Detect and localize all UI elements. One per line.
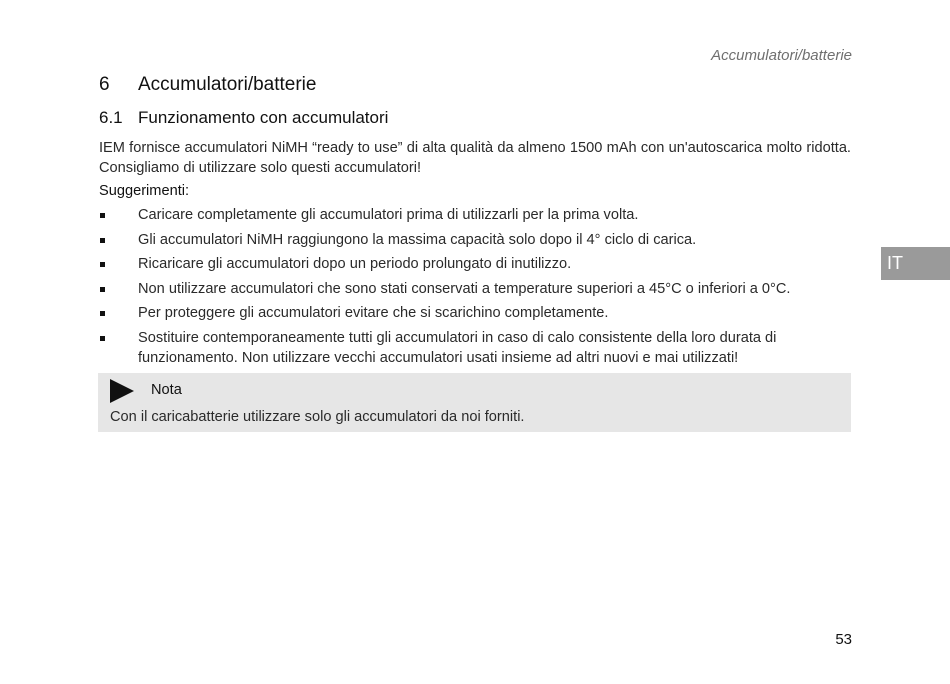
- note-title: Nota: [151, 382, 182, 398]
- list-item: [99, 254, 851, 274]
- intro-paragraph: IEM fornisce accumulatori NiMH “ready to use” di alta qualità da almeno 1500 mAh con un'autoscarica molto ridotta. Consigliamo di utilizzare solo questi accumulatori!: [99, 140, 851, 176]
- bullet-icon: [100, 262, 105, 267]
- list-item: [99, 279, 851, 299]
- list-item-text: Non utilizzare accumulatori che sono stati conservati a temperature superiori a 45°C o inferiori a 0°C.: [138, 280, 791, 297]
- list-item: [99, 205, 851, 225]
- subsection-number: 6.1: [99, 108, 123, 127]
- play-arrow-icon: [110, 379, 134, 403]
- note-text: Con il caricabatterie utilizzare solo gli accumulatori da noi forniti.: [110, 409, 525, 425]
- tips-title: Suggerimenti:: [99, 183, 190, 199]
- list-item-text: Gli accumulatori NiMH raggiungono la massima capacità solo dopo il 4° ciclo di carica.: [138, 231, 697, 248]
- section-heading: [99, 74, 316, 96]
- list-item-text: Per proteggere gli accumulatori evitare che si scarichino completamente.: [138, 305, 609, 321]
- page-number: 53: [835, 631, 852, 648]
- language-tab: IT: [881, 247, 950, 280]
- list-item-text: Sostituire contemporaneamente tutti gli accumulatori in caso di calo consistente della loro durata di funzionamento. Non utilizzare vecchi accumulatori usati insieme ad altri nuovi e mai utilizzati!: [138, 329, 777, 366]
- list-item: [99, 303, 851, 323]
- bullet-icon: [100, 213, 105, 218]
- section-number: 6: [99, 74, 110, 95]
- running-header: Accumulatori/batterie: [711, 47, 852, 64]
- note-box: [98, 373, 851, 432]
- subsection-heading: [99, 108, 388, 128]
- list-item: [99, 328, 851, 368]
- bullet-icon: [100, 238, 105, 243]
- subsection-title: Funzionamento con accumulatori: [138, 108, 389, 127]
- section-title: Accumulatori/batterie: [138, 74, 317, 95]
- bullet-icon: [100, 336, 105, 341]
- list-item-text: Ricaricare gli accumulatori dopo un periodo prolungato di inutilizzo.: [138, 256, 572, 272]
- list-item: [99, 230, 851, 250]
- list-item-text: Caricare completamente gli accumulatori prima di utilizzarli per la prima volta.: [138, 207, 639, 223]
- bullet-icon: [100, 311, 105, 316]
- bullet-icon: [100, 287, 105, 292]
- tips-list: [99, 205, 851, 372]
